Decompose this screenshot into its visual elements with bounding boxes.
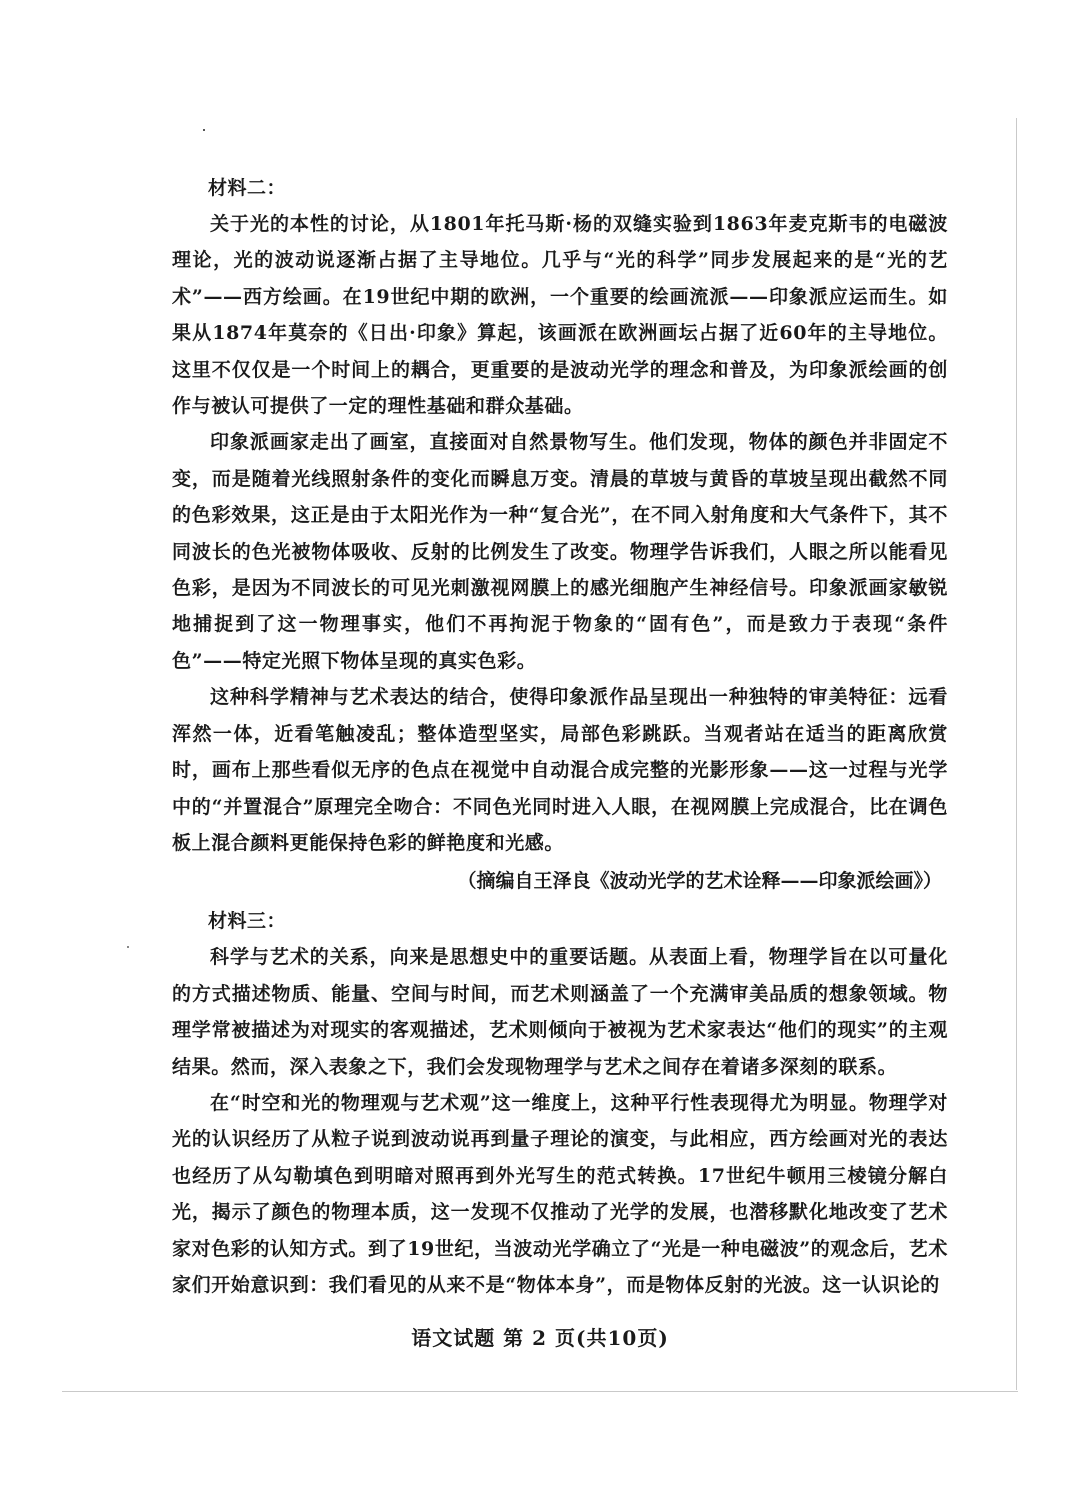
scan-speck xyxy=(203,129,205,131)
page-content xyxy=(172,170,948,1303)
scan-speck xyxy=(127,946,129,948)
scan-frame-right xyxy=(1016,118,1017,1390)
scan-frame-bottom xyxy=(62,1391,1018,1392)
paragraph: 这种科学精神与艺术表达的结合，使得印象派作品呈现出一种独特的审美特征：远看浑然一体，近看笔触凌乱；整体造型坚实，局部色彩跳跃。当观者站在适当的距离欣赏时，画布上那些看似无序的色点在视觉中自动混合成完整的光影形象——这一过程与光学中的“并置混合”原理完全吻合：不同色光同时进入人眼，在视网膜上完成混合，比在调色板上混合颜料更能保持色彩的鲜艳度和光感。 xyxy=(172,686,948,854)
section-title-material-2: 材料二： xyxy=(208,177,287,199)
paragraph: 在“时空和光的物理观与艺术观”这一维度上，这种平行性表现得尤为明显。物理学对光的认识经历了从粒子说到波动说再到量子理论的演变，与此相应，西方绘画对光的表达也经历了从勾勒填色到明暗对照再到外光写生的范式转换。17世纪牛顿用三棱镜分解白光，揭示了颜色的物理本质，这一发现不仅推动了光学的发展，也潜移默化地改变了艺术家对色彩的认知方式。到了19世纪，当波动光学确立了“光是一种电磁波”的观念后，艺术家们开始意识到：我们看见的从来不是“物体本身”，而是物体反射的光波。这一认识论的 xyxy=(172,1091,948,1296)
paragraph: 科学与艺术的关系，向来是思想史中的重要话题。从表面上看，物理学旨在以可量化的方式描述物质、能量、空间与时间，而艺术则涵盖了一个充满审美品质的想象领域。物理学常被描述为对现实的客观描述，艺术则倾向于被视为艺术家表达“他们的现实”的主观结果。然而，深入表象之下，我们会发现物理学与艺术之间存在着诸多深刻的联系。 xyxy=(172,946,948,1078)
page-footer: 语文试题 第 2 页(共10页) xyxy=(411,1326,669,1350)
paragraph: 印象派画家走出了画室，直接面对自然景物写生。他们发现，物体的颜色并非固定不变，而是随着光线照射条件的变化而瞬息万变。清晨的草坡与黄昏的草坡呈现出截然不同的色彩效果，这正是由于太阳光作为一种“复合光”，在不同入射角度和大气条件下，其不同波长的色光被物体吸收、反射的比例发生了改变。物理学告诉我们，人眼之所以能看见色彩，是因为不同波长的可见光刺激视网膜上的感光细胞产生神经信号。印象派画家敏锐地捕捉到了这一物理事实，他们不再拘泥于物象的“固有色”，而是致力于表现“条件色”——特定光照下物体呈现的真实色彩。 xyxy=(172,431,948,672)
source-citation: （摘编自王泽良《波动光学的艺术诠释——印象派绘画》） xyxy=(457,870,942,893)
section-title-material-3: 材料三： xyxy=(208,910,287,933)
paragraph: 关于光的本性的讨论，从1801年托马斯·杨的双缝实验到1863年麦克斯韦的电磁波理论，光的波动说逐渐占据了主导地位。几乎与“光的科学”同步发展起来的是“光的艺术”——西方绘画。在19世纪中期的欧洲，一个重要的绘画流派——印象派应运而生。如果从1874年莫奈的《日出·印象》算起，该画派在欧洲画坛占据了近60年的主导地位。这里不仅仅是一个时间上的耦合，更重要的是波动光学的理念和普及，为印象派绘画的创作与被认可提供了一定的理性基础和群众基础。 xyxy=(172,213,948,418)
